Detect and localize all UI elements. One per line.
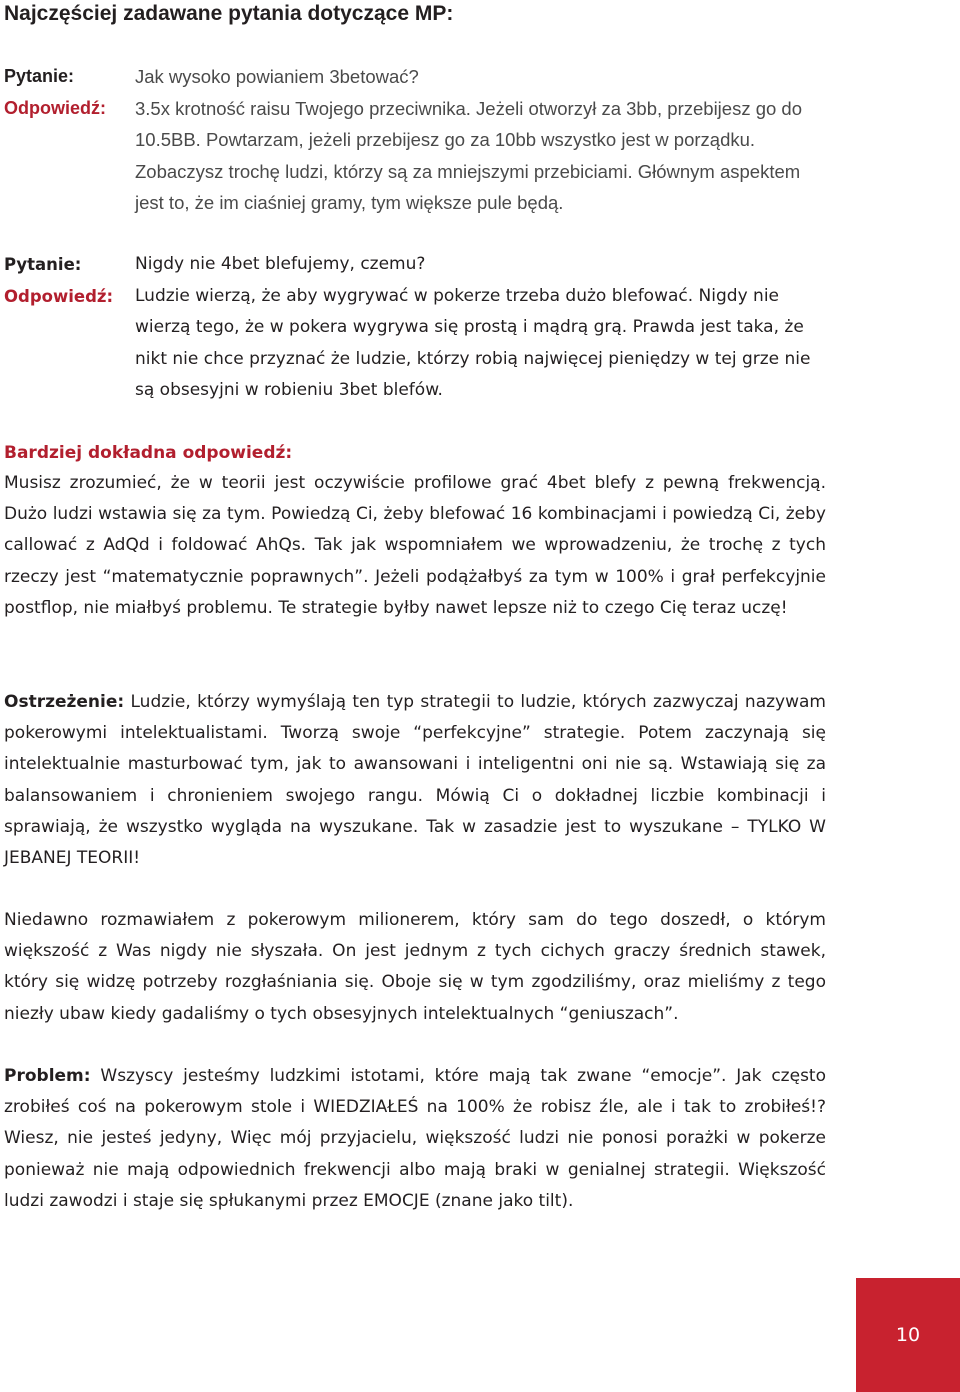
problem-text: Wszyscy jesteśmy ludzkimi istotami, które mają tak zwane “emocje”. Jak często zrobiłeś coś na pokerowym stole i WIEDZIAŁEŚ na 100% że robisz źle, ale i tak to zrobiłeś!? Wiesz, nie jesteś jedyny, Więc mój przyjacielu, większość ludzi nie ponosi porażki w pokerze ponieważ nie mają odpowiednich frekwencji albo mają braki w genialnej strategii. Większość ludzi zawodzi i staje się spłukanymi przez EMOCJE (znane jako tilt). [4, 1066, 826, 1211]
answer-row [4, 281, 834, 407]
problem-label: Problem: [4, 1066, 91, 1086]
answer-text: 3.5x krotność raisu Twojego przeciwnika. Jeżeli otworzył za 3bb, przebijesz go do 10.5BB. Powtarzam, jeżeli przebijesz go za 10bb wszystko jest w porządku. Zobaczysz trochę ludzi, którzy są za mniejszymi przebiciami. Głównym aspektem jest to, że im ciaśniej gramy, tym większe pule będą. [135, 97, 803, 213]
question-row [4, 61, 834, 93]
question-label: Pytanie: [4, 66, 75, 86]
page-number: 10 [895, 1324, 921, 1346]
question-text: Nigdy nie 4bet blefujemy, czemu? [135, 254, 426, 274]
faq-item-1 [4, 61, 834, 219]
detailed-answer-heading: Bardziej dokładna odpowiedź: [4, 443, 293, 463]
warning-text: Ludzie, którzy wymyślają ten typ strategii to ludzie, których zazwyczaj nazywam pokerowymi intelektualistami. Tworzą swoje “perfekcyjne” strategie. Potem zaczynają się intelektualnie masturbować tym, jak to awansowani i inteligentni oni nie są. Wstawiają się za balansowaniem i chronieniem swojego rangu. Mówią Ci o dokładnej liczbie kombinacji i sprawiają, że wszystko wygląda na wyszukane. Tak w zasadzie jest to wyszukane – TYLKO W JEBANEJ TEORII! [4, 692, 826, 869]
page-number-box [856, 1278, 960, 1392]
answer-row [4, 93, 834, 219]
question-text: Jak wysoko powianiem 3betować? [135, 66, 419, 87]
problem-paragraph [4, 1061, 826, 1217]
detailed-answer-paragraph: Musisz zrozumieć, że w teorii jest oczywiście profilowe grać 4bet blefy z pewną frekwencją. Dużo ludzi wstawia się za tym. Powiedzą Ci, żeby blefować 16 kombinacjami i powiedzą Ci, żeby callować z AdQd i foldować AhQs. Tak jak wspomniałem we wprowadzeniu, że trochę z tych rzeczy jest “matematycznie poprawnych”. Jeżeli podążałbyś za tym w 100% i grał perfekcyjnie postflop, nie miałbyś problemu. Te strategie byłby nawet lepsze niż to czego Cię teraz uczę! [4, 473, 826, 618]
millionaire-paragraph: Niedawno rozmawiałem z pokerowym milionerem, który sam do tego doszedł, o którym większość z Was nigdy nie słyszała. On jest jednym z tych cichych graczy średnich stawek, który się widzę potrzeby rozgłaśniania się. Oboje się w tym zgodziliśmy, oraz mieliśmy z tego niezły ubaw kiedy gadaliśmy o tych obsesyjnych intelektualnych “geniuszach”. [4, 910, 826, 1024]
page-title: Najczęściej zadawane pytania dotyczące MP: [4, 2, 454, 25]
warning-label: Ostrzeżenie: [4, 692, 125, 712]
answer-label: Odpowiedź: [4, 97, 106, 118]
question-label: Pytanie: [4, 255, 82, 274]
warning-paragraph [4, 687, 826, 874]
answer-label: Odpowiedź: [4, 286, 114, 306]
question-row [4, 249, 834, 281]
faq-item-2 [4, 249, 834, 407]
answer-text: Ludzie wierzą, że aby wygrywać w pokerze trzeba dużo blefować. Nigdy nie wierzą tego, że w pokera wygrywa się prostą i mądrą grą. Prawda jest taka, że nikt nie chce przyznać że ludzie, którzy robią najwięcej pieniędzy w tej grze nie są obsesyjni w robieniu 3bet blefów. [135, 285, 811, 400]
